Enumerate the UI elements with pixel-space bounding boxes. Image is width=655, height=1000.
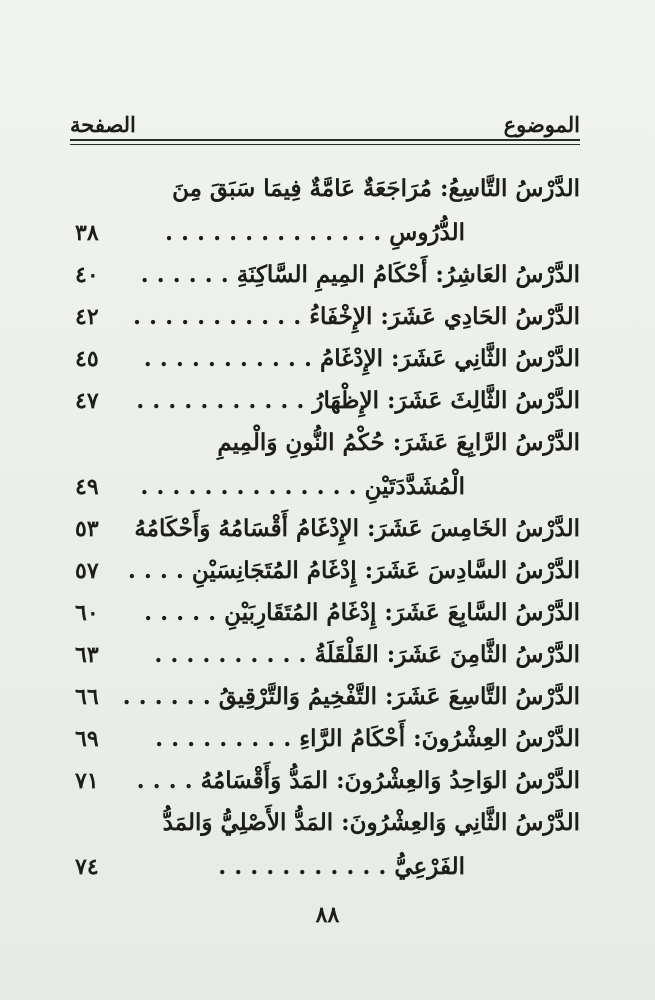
toc-entry: [70, 466, 580, 508]
toc-entry: [70, 676, 580, 718]
toc-entry-title: الدَّرْسُ الرَّابِعَ عَشَرَ: حُكْمُ النُّونِ وَالْمِيمِ: [217, 429, 580, 456]
page-number: ٨٨: [315, 902, 340, 928]
toc-entry: [70, 846, 580, 888]
toc-entry-title: الدَّرْسُ الثَّانِي وَالعِشْرُونَ: المَدُّ الأَصْلِيُّ وَالمَدُّ: [162, 809, 580, 836]
toc-entry: [70, 338, 580, 380]
toc-entry: [70, 550, 580, 592]
toc-entry-title: الدَّرْسُ العِشْرُونَ: أَحْكَامُ الرَّاءِ . . . . . . . . .: [155, 725, 580, 752]
toc-entry-title: الدَّرْسُ العَاشِرُ: أَحْكَامُ المِيمِ السَّاكِنَةِ . . . . . .: [140, 261, 580, 288]
toc-entry-page: ٤٥: [75, 346, 99, 372]
toc-entry-page: ٣٨: [75, 220, 99, 246]
toc-entry-page: ٥٣: [75, 516, 99, 542]
toc-entry-title: الدَّرْسُ الثَّامِنَ عَشَرَ: القَلْقَلَةُ . . . . . . . . . .: [154, 641, 580, 668]
toc-entry-page: ٤٩: [75, 474, 99, 500]
toc-entry-title: الدَّرْسُ التَّاسِعُ: مُرَاجَعَةٌ عَامَّةٌ فِيمَا سَبَقَ مِنَ: [172, 175, 580, 202]
toc-entry: [70, 254, 580, 296]
toc-entry-page: ٦٣: [75, 642, 99, 668]
toc-entry-page: ٤٠: [75, 262, 99, 288]
toc-entry: [70, 422, 580, 466]
toc-entry-title: الفَرْعِيُّ . . . . . . . . . . .: [218, 853, 465, 880]
toc-entry-page: ٧١: [75, 768, 99, 794]
toc-entry-title: الدَّرْسُ الخَامِسَ عَشَرَ: الإِدْغَامُ أَقْسَامُهُ وَأَحْكَامُهُ: [134, 515, 580, 542]
toc-entry: [70, 592, 580, 634]
toc-entry-page: ٤٢: [75, 304, 99, 330]
toc-entry-page: ٥٧: [75, 558, 99, 584]
header-rule: [70, 139, 580, 141]
toc-entry-page: ٦٦: [75, 684, 99, 710]
toc-entry: [70, 168, 580, 212]
toc-entry: [70, 634, 580, 676]
toc-entry-title: الدَّرْسُ التَّاسِعَ عَشَرَ: التَّفْخِيمُ وَالتَّرْقِيقُ . . . . . .: [122, 683, 580, 710]
toc-entry-page: ٦٩: [75, 726, 99, 752]
toc-entry-title: الدُّرُوسِ . . . . . . . . . . . . . .: [165, 219, 465, 246]
toc-entry-title: الدَّرْسُ السَّابِعَ عَشَرَ: إِدْغَامُ المُتَقَارِبَيْنِ . . . . .: [144, 599, 580, 626]
toc-entry-title: الدَّرْسُ الوَاحِدُ وَالعِشْرُونَ: المَدُّ وَأَقْسَامُهُ . . . .: [136, 767, 580, 794]
toc-entry: [70, 760, 580, 802]
topic-column-label: الموضوع: [503, 112, 580, 137]
toc-entry: [70, 508, 580, 550]
toc-entry: [70, 380, 580, 422]
toc-entry-title: الدَّرْسُ الحَادِي عَشَرَ: الإِخْفَاءُ . . . . . . . . . . .: [133, 303, 580, 330]
toc-entry: [70, 718, 580, 760]
toc-entry-title: الْمُشَدَّدَتَيْنِ . . . . . . . . . . . . . .: [140, 473, 465, 500]
table-of-contents: [70, 168, 580, 888]
toc-entry-page: ٧٤: [75, 854, 99, 880]
toc-entry: [70, 296, 580, 338]
header-rule-thin: [70, 144, 580, 145]
toc-entry-title: الدَّرْسُ الثَّالِثَ عَشَرَ: الإِظْهَارُ . . . . . . . . . . .: [136, 387, 580, 414]
toc-entry: [70, 212, 580, 254]
page-column-label: الصفحة: [70, 112, 136, 137]
toc-entry-title: الدَّرْسُ الثَّانِي عَشَرَ: الإِدْغَامُ . . . . . . . . . . .: [143, 345, 580, 372]
toc-entry: [70, 802, 580, 846]
toc-entry-page: ٤٧: [75, 388, 99, 414]
toc-entry-page: ٦٠: [75, 600, 99, 626]
toc-header: [70, 108, 580, 142]
toc-entry-title: الدَّرْسُ السَّادِسَ عَشَرَ: إِدْغَامُ المُتَجَانِسَيْنِ . . . .: [127, 557, 580, 584]
